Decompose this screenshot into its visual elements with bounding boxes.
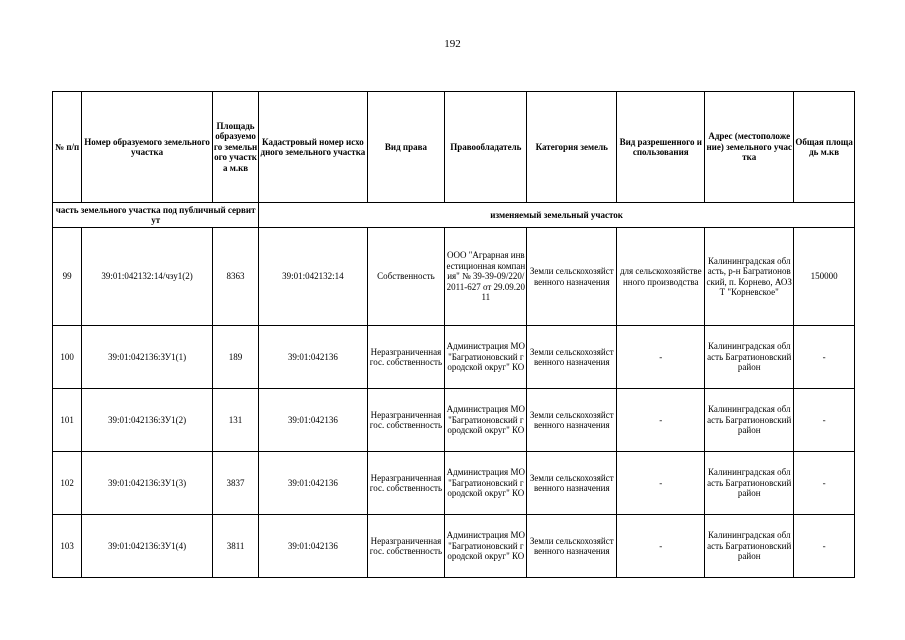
- cell-total: -: [794, 326, 855, 389]
- header-cadastral: Кадастровый номер исходного земельного участка: [259, 92, 367, 203]
- table-row: [53, 228, 855, 326]
- header-category: Категория земель: [527, 92, 617, 203]
- cell-num: 103: [53, 515, 82, 578]
- cell-area: 8363: [212, 228, 259, 326]
- cell-category: Земли сельскохозяйственного назначения: [527, 326, 617, 389]
- cell-address: Калининградская область Багратионовский район: [705, 326, 794, 389]
- cell-total: 150000: [794, 228, 855, 326]
- table-row: [53, 515, 855, 578]
- cell-num: 101: [53, 389, 82, 452]
- cell-use: -: [617, 515, 705, 578]
- cell-cadastral: 39:01:042136: [259, 389, 367, 452]
- cell-parcel: 39:01:042136:ЗУ1(2): [82, 389, 212, 452]
- cell-cadastral: 39:01:042136: [259, 326, 367, 389]
- header-num: № п/п: [53, 92, 82, 203]
- table-row: [53, 326, 855, 389]
- cell-right: Неразграниченная гос. собственность: [367, 326, 445, 389]
- cell-use: -: [617, 389, 705, 452]
- cell-category: Земли сельскохозяйственного назначения: [527, 452, 617, 515]
- cell-address: Калининградская область, р-н Багратионовский, п. Корнево, АОЗТ "Корневское": [705, 228, 794, 326]
- header-use: Вид разрешенного использования: [617, 92, 705, 203]
- cell-right: Неразграниченная гос. собственность: [367, 452, 445, 515]
- page-number: 192: [444, 38, 461, 50]
- cell-holder: Администрация МО "Багратионовский городской округ" КО: [445, 389, 527, 452]
- cell-right: Неразграниченная гос. собственность: [367, 515, 445, 578]
- cell-category: Земли сельскохозяйственного назначения: [527, 515, 617, 578]
- header-holder: Правообладатель: [445, 92, 527, 203]
- cell-parcel: 39:01:042136:ЗУ1(4): [82, 515, 212, 578]
- cell-num: 100: [53, 326, 82, 389]
- section-row: [53, 203, 855, 228]
- header-row: [53, 92, 855, 203]
- cell-holder: ООО "Аграрная инвестиционная компания" № 39-39-09/220/2011-627 от 29.09.2011: [445, 228, 527, 326]
- cell-cadastral: 39:01:042132:14: [259, 228, 367, 326]
- cell-category: Земли сельскохозяйственного назначения: [527, 389, 617, 452]
- cell-num: 102: [53, 452, 82, 515]
- cell-use: для сельскохозяйственного производства: [617, 228, 705, 326]
- cell-area: 131: [212, 389, 259, 452]
- header-parcel: Номер образуемого земельного участка: [82, 92, 212, 203]
- cell-parcel: 39:01:042136:ЗУ1(3): [82, 452, 212, 515]
- cell-right: Собственность: [367, 228, 445, 326]
- cell-area: 3811: [212, 515, 259, 578]
- section-right: изменяемый земельный участок: [259, 203, 855, 228]
- cell-cadastral: 39:01:042136: [259, 515, 367, 578]
- cell-parcel: 39:01:042136:ЗУ1(1): [82, 326, 212, 389]
- cell-total: -: [794, 452, 855, 515]
- cell-holder: Администрация МО "Багратионовский городской округ" КО: [445, 326, 527, 389]
- cell-holder: Администрация МО "Багратионовский городской округ" КО: [445, 515, 527, 578]
- cell-holder: Администрация МО "Багратионовский городской округ" КО: [445, 452, 527, 515]
- cell-address: Калининградская область Багратионовский район: [705, 452, 794, 515]
- section-left: часть земельного участка под публичный сервитут: [53, 203, 259, 228]
- land-parcels-table: [52, 91, 855, 578]
- cell-category: Земли сельскохозяйственного назначения: [527, 228, 617, 326]
- header-total: Общая площадь м.кв: [794, 92, 855, 203]
- table-row: [53, 389, 855, 452]
- cell-use: -: [617, 452, 705, 515]
- header-address: Адрес (местоположение) земельного участка: [705, 92, 794, 203]
- cell-area: 3837: [212, 452, 259, 515]
- cell-address: Калининградская область Багратионовский район: [705, 389, 794, 452]
- table-row: [53, 452, 855, 515]
- cell-total: -: [794, 389, 855, 452]
- header-area: Площадь образуемого земельного участка м.кв: [212, 92, 259, 203]
- cell-area: 189: [212, 326, 259, 389]
- header-right: Вид права: [367, 92, 445, 203]
- cell-parcel: 39:01:042132:14/чзу1(2): [82, 228, 212, 326]
- cell-address: Калининградская область Багратионовский район: [705, 515, 794, 578]
- cell-num: 99: [53, 228, 82, 326]
- cell-cadastral: 39:01:042136: [259, 452, 367, 515]
- cell-right: Неразграниченная гос. собственность: [367, 389, 445, 452]
- cell-total: -: [794, 515, 855, 578]
- cell-use: -: [617, 326, 705, 389]
